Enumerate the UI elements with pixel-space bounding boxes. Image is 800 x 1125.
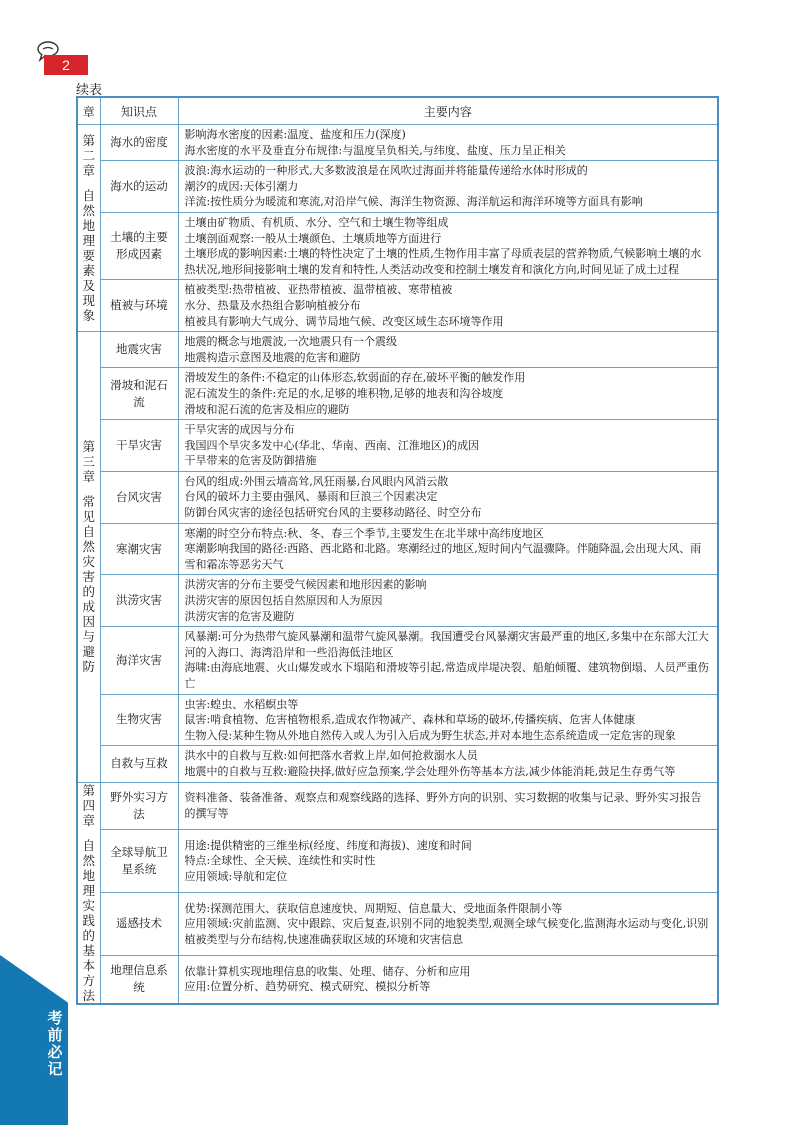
continued-label: 续表	[76, 83, 103, 98]
knowledge-point: 地震灾害	[100, 332, 178, 368]
table-row	[77, 627, 718, 694]
main-content	[178, 368, 718, 420]
content-line: 洪水中的自救与互救:如何把落水者救上岸,如何抢救溺水人员	[184, 749, 478, 763]
table-row	[77, 368, 718, 420]
header-main-content: 主要内容	[178, 97, 718, 125]
knowledge-point: 滑坡和泥石流	[100, 368, 178, 420]
content-line: 干旱带来的危害及防御措施	[184, 454, 317, 468]
header-knowledge-point: 知识点	[100, 97, 178, 125]
main-content	[178, 332, 718, 368]
content-line: 干旱灾害的成因与分布	[184, 423, 295, 437]
main-content	[178, 694, 718, 746]
content-line: 植被具有影响大气成分、调节局地气候、改变区域生态环境等作用	[184, 314, 504, 328]
main-content	[178, 955, 718, 1003]
main-content	[178, 212, 718, 279]
knowledge-table	[76, 96, 719, 1005]
content-line: 资料准备、装备准备、观察点和观察线路的选择、野外方向的识别、实习数据的收集与记录、野外实习报告的撰写等	[184, 791, 702, 820]
knowledge-point: 生物灾害	[100, 694, 178, 746]
knowledge-point: 海水的运动	[100, 161, 178, 213]
content-line: 植被类型:热带植被、亚热带植被、温带植被、寒带植被	[184, 283, 453, 297]
content-line: 土壤剖面观察:一般从土壤颜色、土壤质地等方面进行	[184, 231, 442, 245]
main-content	[178, 523, 718, 575]
side-tab-label: 考前必记	[47, 1009, 63, 1078]
content-line: 水分、热量及水热组合影响植被分布	[184, 298, 361, 312]
content-line: 地震构造示意图及地震的危害和避防	[184, 350, 361, 364]
content-line: 用途:提供精密的三维坐标(经度、纬度和海拔)、速度和时间	[184, 838, 472, 852]
main-content	[178, 892, 718, 955]
table-row	[77, 575, 718, 627]
content-line: 波浪:海水运动的一种形式,大多数波浪是在风吹过海面并将能量传递给水体时形成的	[184, 164, 588, 178]
content-line: 寒潮的时空分布特点:秋、冬、春三个季节,主要发生在北半球中高纬度地区	[184, 526, 544, 540]
content-line: 泥石流发生的条件:充足的水,足够的堆积物,足够的地表和沟谷坡度	[184, 386, 504, 400]
content-line: 寒潮影响我国的路径:西路、西北路和北路。寒潮经过的地区,短时间内气温骤降。伴随降温,会出现大风、雨雪和霜冻等恶劣天气	[184, 542, 702, 571]
content-line: 影响海水密度的因素:温度、盐度和压力(深度)	[184, 128, 406, 141]
main-content	[178, 627, 718, 694]
knowledge-point: 干旱灾害	[100, 420, 178, 472]
chapter-cell	[77, 782, 100, 1004]
content-line: 洪涝灾害的分布主要受气候因素和地形因素的影响	[184, 578, 427, 592]
knowledge-point: 植被与环境	[100, 280, 178, 332]
main-content	[178, 420, 718, 472]
content-line: 应用领域:导航和定位	[184, 869, 288, 883]
main-content	[178, 125, 718, 161]
content-line: 台风的破坏力主要由强风、暴雨和巨浪三个因素决定	[184, 490, 438, 504]
knowledge-point: 寒潮灾害	[100, 523, 178, 575]
content-line: 海啸:由海底地震、火山爆发或水下塌陷和滑坡等引起,常造成岸堤决裂、船舶倾覆、建筑物倒塌、人员严重伤亡	[184, 661, 709, 690]
content-line: 洪涝灾害的危害及避防	[184, 609, 295, 623]
knowledge-point: 海洋灾害	[100, 627, 178, 694]
chapter-title: 自然地理实践的基本方法	[82, 837, 95, 1003]
page-number: 2	[44, 55, 88, 75]
table-row	[77, 125, 718, 161]
content-line: 土壤形成的影响因素:土壤的特性决定了土壤的性质,生物作用丰富了母质表层的营养物质,气候影响土壤的水热状况,地形间接影响土壤的发育和特性,人类活动改变和控制土壤发育和演化方向,时间见证了成土过程	[184, 247, 702, 276]
main-content	[178, 830, 718, 893]
content-line: 优势:探测范围大、获取信息速度快、周期短、信息量大、受地面条件限制小等	[184, 901, 563, 915]
knowledge-point: 台风灾害	[100, 471, 178, 523]
content-line: 防御台风灾害的途径包括研究台风的主要移动路径、时空分布	[184, 506, 482, 520]
table-row	[77, 694, 718, 746]
content-line: 洪涝灾害的原因包括自然原因和人为原因	[184, 594, 383, 608]
content-line: 特点:全球性、全天候、连续性和实时性	[184, 854, 376, 868]
content-line: 虫害:蝗虫、水稻螟虫等	[184, 697, 299, 711]
content-line: 生物入侵:某种生物从外地自然传入或人为引入后成为野生状态,并对本地生态系统造成一定危害的现象	[184, 728, 676, 742]
knowledge-point: 野外实习方法	[100, 782, 178, 829]
content-line: 滑坡发生的条件:不稳定的山体形态,软弱面的存在,破坏平衡的触发作用	[184, 371, 526, 385]
content-line: 潮汐的成因:天体引潮力	[184, 179, 299, 193]
chapter-cell	[77, 125, 100, 332]
content-line: 土壤由矿物质、有机质、水分、空气和土壤生物等组成	[184, 215, 449, 229]
table-row	[77, 782, 718, 829]
table-row	[77, 212, 718, 279]
knowledge-point: 遥感技术	[100, 892, 178, 955]
content-line: 滑坡和泥石流的危害及相应的避防	[184, 402, 350, 416]
main-content	[178, 471, 718, 523]
chapter-title: 自然地理要素及现象	[82, 188, 95, 324]
table-row	[77, 471, 718, 523]
content-line: 风暴潮:可分为热带气旋风暴潮和温带气旋风暴潮。我国遭受台风暴潮灾害最严重的地区,多集中在东部大江大河的入海口、海湾沿岸和一些沿海低洼地区	[184, 630, 709, 659]
content-line: 应用领域:灾前监测、灾中跟踪、灾后复查,识别不同的地貌类型,观测全球气候变化,监测海水运动与变化,识别植被类型与分布结构,快速准确获取区域的环境和灾害信息	[184, 917, 709, 946]
knowledge-point: 地理信息系统	[100, 955, 178, 1003]
content-line: 地震中的自救与互救:避险抉择,做好应急预案,学会处理外伤等基本方法,减少体能消耗,鼓足生存勇气等	[184, 764, 676, 778]
table-row	[77, 280, 718, 332]
table-row	[77, 332, 718, 368]
content-line: 地震的概念与地震波,一次地震只有一个震级	[184, 335, 397, 349]
table-row	[77, 523, 718, 575]
chapter-number: 第二章	[82, 133, 95, 179]
main-content	[178, 782, 718, 829]
table-row	[77, 955, 718, 1003]
table-row	[77, 892, 718, 955]
knowledge-point: 自救与互救	[100, 746, 178, 782]
main-content	[178, 575, 718, 627]
knowledge-point: 全球导航卫星系统	[100, 830, 178, 893]
table-row	[77, 746, 718, 782]
main-content	[178, 161, 718, 213]
header-chapter: 章	[77, 97, 100, 125]
main-content	[178, 280, 718, 332]
content-line: 依靠计算机实现地理信息的收集、处理、储存、分析和应用	[184, 964, 471, 978]
content-line: 海水密度的水平及垂直分布规律:与温度呈负相关,与纬度、盐度、压力呈正相关	[184, 143, 566, 157]
knowledge-point: 洪涝灾害	[100, 575, 178, 627]
chapter-cell	[77, 332, 100, 782]
content-line: 应用:位置分析、趋势研究、模式研究、模拟分析等	[184, 980, 431, 994]
content-line: 鼠害:啃食植物、危害植物根系,造成农作物减产、森林和草场的破坏,传播疾病、危害人体健康	[184, 713, 636, 727]
knowledge-point: 土壤的主要形成因素	[100, 212, 178, 279]
content-line: 台风的组成:外围云墙高耸,风狂雨暴,台风眼内风消云散	[184, 474, 449, 488]
content-line: 洋流:按性质分为暖流和寒流,对沿岸气候、海洋生物资源、海洋航运和海洋环境等方面具有影响	[184, 195, 643, 209]
chapter-number: 第三章	[82, 439, 95, 485]
table-row	[77, 830, 718, 893]
content-line: 我国四个旱灾多发中心(华北、华南、西南、江淮地区)的成因	[184, 438, 480, 452]
chapter-number: 第四章	[82, 782, 95, 828]
main-content	[178, 746, 718, 782]
knowledge-point: 海水的密度	[100, 125, 178, 161]
table-header-row	[77, 97, 718, 125]
table-body	[77, 125, 718, 1004]
chapter-title: 常见自然灾害的成因与避防	[82, 494, 95, 675]
table-row	[77, 161, 718, 213]
table-row	[77, 420, 718, 472]
